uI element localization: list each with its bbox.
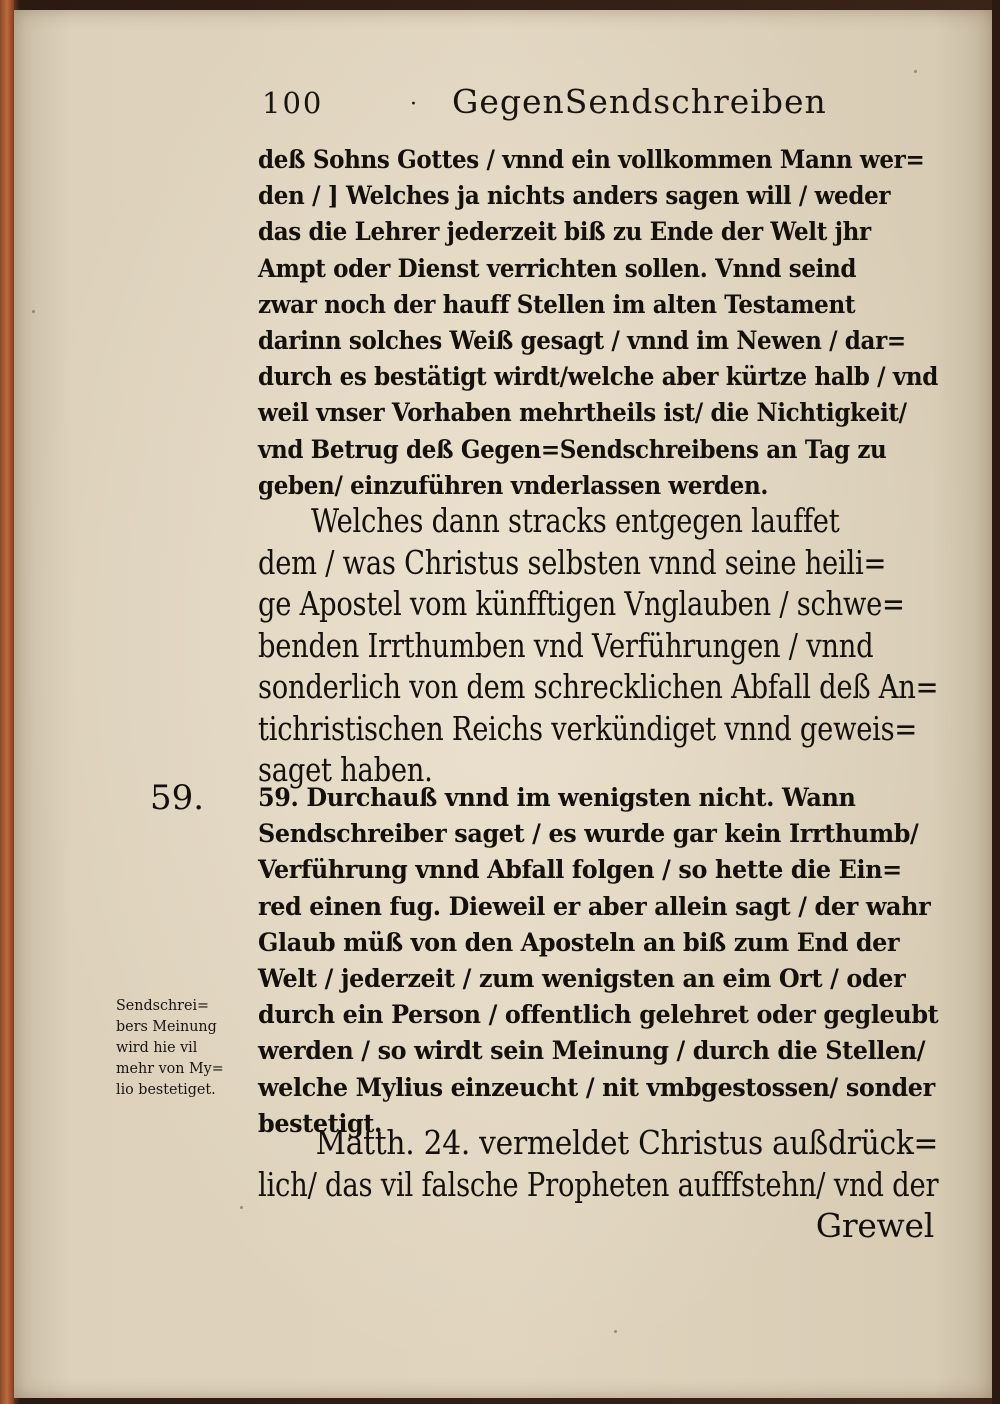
- text-line: Welt / jederzeit / zum wenigsten an eim Ort / oder: [258, 963, 906, 994]
- margin-note-line: wird hie vil: [116, 1040, 198, 1056]
- text-line: Sendschreiber saget / es wurde gar kein Irrthumb/: [258, 819, 919, 850]
- text-line: tichristischen Reichs verkündiget vnnd geweis=: [258, 708, 918, 748]
- text-line: weil vnser Vorhaben mehrtheils ist/ die Nichtigkeit/: [258, 398, 907, 429]
- text-line: geben/ einzuführen vnderlassen werden.: [258, 470, 768, 501]
- margin-note-line: Sendschrei=: [116, 998, 209, 1014]
- paragraph-3: [258, 780, 984, 1142]
- text-line: 59. Durchauß vnnd im wenigsten nicht. Wann: [258, 783, 856, 813]
- margin-note-line: bers Meinung: [116, 1019, 217, 1035]
- text-line: red einen fug. Dieweil er aber allein sagt / der wahr: [258, 891, 931, 922]
- text-line: den / ] Welches ja nichts anders sagen will / weder: [258, 181, 891, 212]
- text-line: welche Mylius einzeucht / nit vmbgestossen/ sonder: [258, 1072, 935, 1103]
- text-line: deß Sohns Gottes / vnnd ein vollkommen Mann wer=: [258, 145, 925, 175]
- text-line: Verführung vnnd Abfall folgen / so hette die Ein=: [258, 855, 902, 886]
- text-line: ge Apostel vom künfftigen Vnglauben / schwe=: [258, 584, 905, 623]
- text-line: Ampt oder Dienst verrichten sollen. Vnnd seind: [258, 253, 857, 284]
- text-line: das die Lehrer jederzeit biß zu Ende der Welt jhr: [258, 217, 871, 248]
- page-number: 100: [262, 86, 324, 120]
- text-line: durch ein Person / offentlich gelehret oder gegleubt: [258, 1000, 939, 1031]
- text-line: sonderlich von dem schrecklichen Abfall deß An=: [258, 667, 939, 706]
- text-line: vnd Betrug deß Gegen=Sendschreibens an Tag zu: [258, 434, 887, 465]
- margin-note: [116, 996, 256, 1101]
- text-line: durch es bestätigt wirdt/welche aber kürtze halb / vnd: [258, 362, 939, 393]
- text-line: dem / was Christus selbsten vnnd seine heili=: [258, 542, 887, 582]
- page-header: [262, 82, 942, 132]
- text-line: Welches dann stracks entgegen lauffet: [311, 501, 840, 540]
- text-line: darinn solches Weiß gesagt / vnnd im Newen / dar=: [258, 325, 906, 356]
- text-line: Glaub müß von den Aposteln an biß zum End der: [258, 927, 900, 958]
- text-line: lich/ das vil falsche Propheten aufffstehn/ vnd der: [258, 1164, 939, 1204]
- text-line: benden Irrthumben vnd Verführungen / vnnd: [258, 625, 874, 665]
- margin-note-line: lio bestetiget.: [116, 1082, 216, 1098]
- running-title: GegenSendschreiben: [452, 82, 827, 121]
- margin-note-line: mehr von My=: [116, 1061, 224, 1077]
- paragraph-4: [258, 1122, 939, 1247]
- paragraph-1: [258, 142, 1000, 504]
- text-line: saget haben.: [258, 750, 433, 789]
- text-line: Matth. 24. vermeldet Christus außdrück=: [315, 1123, 939, 1162]
- catchword: Grewel: [815, 1206, 934, 1245]
- margin-number: 59.: [150, 778, 205, 818]
- text-line: bestetigt.: [258, 1108, 382, 1139]
- text-line: werden / so wirdt sein Meinung / durch die Stellen/: [258, 1036, 926, 1067]
- header-separator: ·: [410, 92, 417, 117]
- book-edge-left: [0, 0, 14, 1404]
- paragraph-2: [258, 500, 1000, 791]
- text-line: zwar noch der hauff Stellen im alten Testament: [258, 289, 856, 320]
